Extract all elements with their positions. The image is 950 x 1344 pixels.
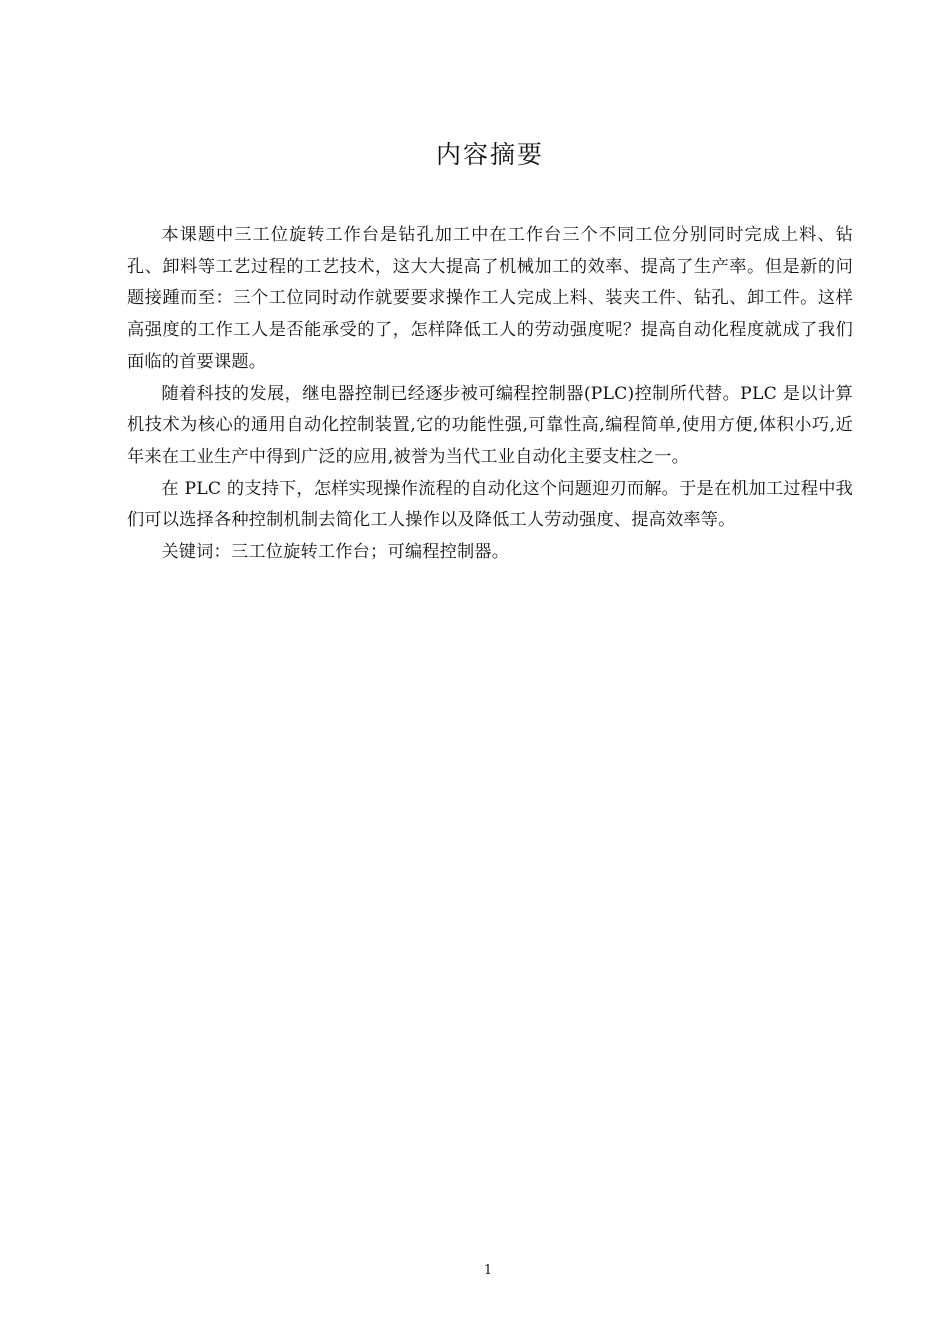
abstract-paragraph-2: 随着科技的发展，继电器控制已经逐步被可编程控制器(PLC)控制所代替。PLC 是以计算机技术为核心的通用自动化控制装置,它的功能性强,可靠性高,编程简单,使用方便,体积小巧,近年来在工业生产中得到广泛的应用,被誉为当代工业自动化主要支柱之一。 [127,383,853,467]
keywords-label: 关键词： [161,542,231,563]
abstract-paragraph-3: 在 PLC 的支持下，怎样实现操作流程的自动化这个问题迎刃而解。于是在机加工过程中我们可以选择各种控制机制去简化工人操作以及降低工人劳动强度、提高效率等。 [127,478,853,531]
page-number: 1 [483,1263,493,1278]
page-title: 内容摘要 [435,140,544,169]
abstract-paragraph-1: 本课题中三工位旋转工作台是钻孔加工中在工作台三个不同工位分别同时完成上料、钻孔、卸料等工艺过程的工艺技术，这大大提高了机械加工的效率、提高了生产率。但是新的问题接踵而至：三个工位同时动作就要要求操作工人完成上料、装夹工件、钻孔、卸工件。这样高强度的工作工人是否能承受的了，怎样降低工人的劳动强度呢？提高自动化程度就成了我们面临的首要课题。 [127,225,853,372]
keywords-value: 三工位旋转工作台；可编程控制器。 [230,542,510,563]
keywords-line [127,537,853,569]
abstract-body [127,220,853,569]
